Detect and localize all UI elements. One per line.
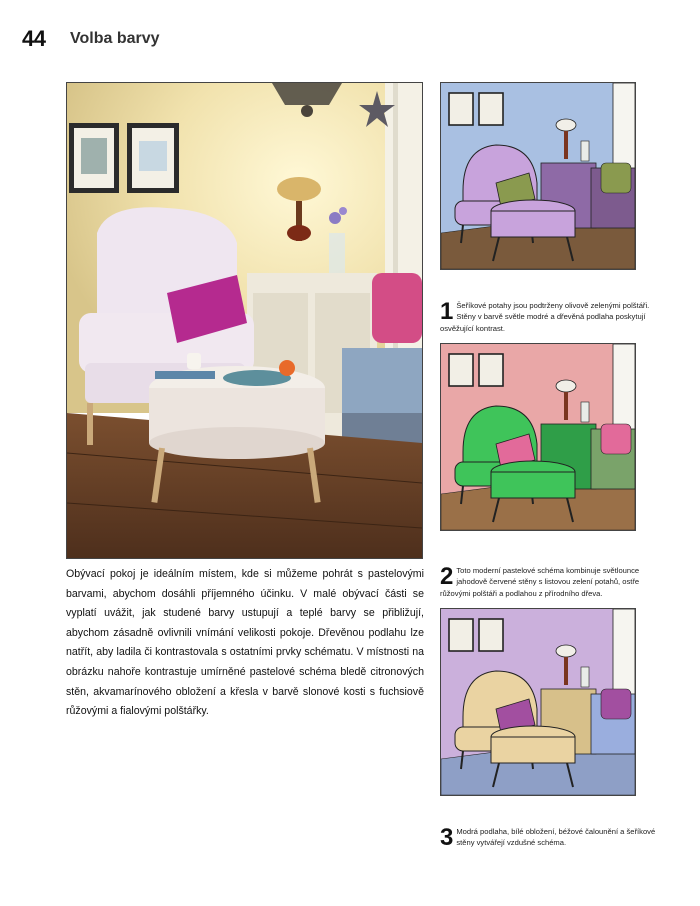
illustration-1 bbox=[440, 82, 636, 270]
caption-number: 3 bbox=[440, 824, 454, 851]
vase bbox=[581, 402, 589, 422]
body-paragraph: Obývací pokoj je ideálním místem, kde si můžeme pohrát s pastelovými barvami, abychom dosáhli příjemného účinku. V malé obývací části se vyplatí uvážit, jak studené barvy ustupují a teplé barvy se přibližují, abychom zásadně ovlivnili vnímání velikosti pokoje. Dřevěnou podlahu lze natřít, aby ladila či kontrastovala s ostatními prvky schématu. V místnosti na obrázku nahoře kontrastuje umírněné pastelové schéma bledě citronových stěn, akvamarínového obložení a křesla v barvě slonové kosti s fuchsiově růžovými a fialovými polštářky. bbox=[66, 568, 424, 718]
picture-frame bbox=[479, 619, 503, 651]
caption-text: Šeříkové potahy jsou podtrženy olivově zelenými polštáři. Stěny v barvě světle modré a dřevěná podlaha poskytují osvěžující kontrast. bbox=[440, 301, 650, 333]
vase bbox=[581, 667, 589, 687]
ottoman-body bbox=[491, 472, 575, 498]
caption-text: Toto moderní pastelové schéma kombinuje světlounce jahodově červené stěny s listovou zelení potahů, ostře růžovými polštáři a podlahou z přírodního dřeva. bbox=[440, 566, 640, 598]
sofa-pillow bbox=[601, 163, 631, 193]
picture-frame bbox=[449, 93, 473, 125]
caption-number: 2 bbox=[440, 563, 454, 590]
page-number: 44 bbox=[22, 26, 46, 51]
lamp-shade bbox=[556, 645, 576, 657]
picture-frame bbox=[449, 619, 473, 651]
caption-3 bbox=[440, 826, 658, 849]
section-title: Volba barvy bbox=[70, 30, 160, 47]
lamp-shade bbox=[556, 119, 576, 131]
illustration-2 bbox=[440, 343, 636, 531]
vase bbox=[581, 141, 589, 161]
picture-frame bbox=[479, 354, 503, 386]
lamp-shade bbox=[556, 380, 576, 392]
caption-2 bbox=[440, 565, 658, 599]
lamp-base bbox=[564, 131, 568, 159]
picture-frame bbox=[479, 93, 503, 125]
ottoman-body bbox=[491, 211, 575, 237]
picture-frame bbox=[449, 354, 473, 386]
ottoman-body bbox=[491, 737, 575, 763]
lamp-base bbox=[564, 657, 568, 685]
illustration-3 bbox=[440, 608, 636, 796]
sofa-pillow bbox=[601, 424, 631, 454]
living-room-photo bbox=[66, 82, 423, 559]
caption-number: 1 bbox=[440, 298, 454, 325]
caption-1 bbox=[440, 300, 658, 334]
lamp-base bbox=[564, 392, 568, 420]
sofa-pillow bbox=[601, 689, 631, 719]
caption-text: Modrá podlaha, bílé obložení, béžové čalounění a šeříkové stěny vytvářejí vzdušné schéma. bbox=[456, 827, 656, 848]
